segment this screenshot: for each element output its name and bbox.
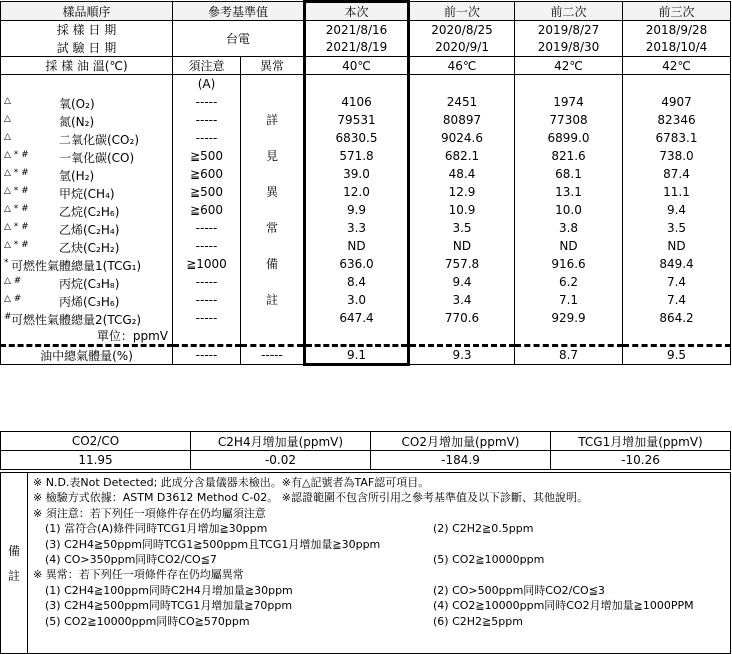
gas-name-cell	[1, 219, 173, 237]
gas-this: 9.9	[305, 201, 409, 219]
gas-row	[1, 147, 731, 165]
abnormal-header: 異常	[241, 57, 305, 75]
gas-mark: △ * #	[4, 239, 29, 250]
gas-name-cell	[1, 237, 173, 255]
gas-prev1: 3.5	[409, 219, 515, 237]
gas-rows	[1, 93, 731, 327]
gas-prev2: 7.1	[515, 291, 623, 309]
gas-prev2: 10.0	[515, 201, 623, 219]
gas-row	[1, 111, 731, 129]
gas-prev3: ND	[623, 237, 731, 255]
test-date-prev1: 2020/9/1	[409, 39, 515, 57]
gas-prev2: 3.8	[515, 219, 623, 237]
gas-prev2: 77308	[515, 111, 623, 129]
gas-name-cell	[1, 201, 173, 219]
abnormal-side-note: 見	[241, 147, 305, 165]
gas-ref: ≧600	[173, 165, 241, 183]
abnormal-side-note: 備	[241, 255, 305, 273]
note-line-1: ※ N.D.表Not Detected; 此成分含量儀器未檢出。※有△記號者為TAF認可項目。	[33, 476, 430, 489]
header-this: 本次	[305, 2, 409, 21]
gas-mark: △ * #	[4, 185, 29, 196]
gas-name: 氮(N₂)	[59, 114, 95, 129]
gas-prev1: 770.6	[409, 309, 515, 327]
note-item	[433, 537, 727, 552]
total-gas-ref: -----	[173, 345, 241, 364]
abnormal-title: ※ 異常：若下列任一項條件存在仍均屬異常	[33, 568, 244, 582]
gas-ref: -----	[173, 291, 241, 309]
gas-prev1: 757.8	[409, 255, 515, 273]
gas-prev1: 80897	[409, 111, 515, 129]
gas-ref: -----	[173, 309, 241, 327]
gas-name: 二氧化碳(CO₂)	[59, 132, 139, 147]
gas-ref: -----	[173, 273, 241, 291]
total-gas-prev1: 9.3	[409, 345, 515, 364]
gas-prev3: 738.0	[623, 147, 731, 165]
gas-ref: -----	[173, 237, 241, 255]
gas-name-cell	[1, 291, 173, 309]
gas-prev2: 821.6	[515, 147, 623, 165]
gas-name: 乙炔(C₂H₂)	[59, 240, 120, 255]
note-item: (5) CO2≧10000ppm同時CO≧570ppm	[45, 614, 250, 628]
summary-header-co2: CO2月增加量(ppmV)	[371, 432, 551, 451]
gas-prev3: 864.2	[623, 309, 731, 327]
note-item-row	[33, 598, 727, 613]
note-item: (5) CO2≧10000ppm	[433, 553, 545, 567]
total-gas-this: 9.1	[305, 345, 409, 364]
caution-marker-row	[1, 75, 731, 93]
gas-prev3: 9.4	[623, 201, 731, 219]
gas-prev2: 6899.0	[515, 129, 623, 147]
header-reference: 參考基準值	[173, 2, 305, 21]
notes-body	[33, 475, 727, 629]
gas-prev3: 7.4	[623, 291, 731, 309]
oil-temp-prev1: 46℃	[409, 57, 515, 75]
note-item: (1) 當符合(A)條件同時TCG1月增加≧30ppm	[45, 522, 268, 536]
gas-name: 丙烷(C₃H₈)	[59, 276, 120, 291]
gas-prev3: 4907	[623, 93, 731, 111]
gas-mark: △ * #	[4, 149, 29, 160]
gas-name: 可燃性氣體總量1(TCG₁)	[11, 258, 142, 273]
notes-side-char-1: 備	[7, 544, 20, 558]
gas-this: 6830.5	[305, 129, 409, 147]
sample-date-prev1: 2020/8/25	[409, 21, 515, 39]
gas-this: 12.0	[305, 183, 409, 201]
note-item-row	[33, 614, 727, 629]
summary-value-co2: -184.9	[371, 451, 551, 470]
gas-name-cell	[1, 147, 173, 165]
abnormal-side-note	[241, 129, 305, 147]
gas-name: 氧(O₂)	[59, 96, 95, 111]
gas-name-cell	[1, 273, 173, 291]
gas-name: 可燃性氣體總量2(TCG₂)	[11, 312, 142, 327]
note-item: (3) C2H4≧50ppm同時TCG1≧500ppm且TCG1月增加量≧30ppm	[45, 537, 381, 551]
gas-prev3: 11.1	[623, 183, 731, 201]
gas-name: 甲烷(CH₄)	[59, 186, 115, 201]
sample-date-this: 2021/8/16	[305, 21, 409, 39]
gas-prev1: ND	[409, 237, 515, 255]
abnormal-list	[33, 583, 727, 629]
gas-row	[1, 291, 731, 309]
gas-row	[1, 129, 731, 147]
gas-prev1: 9024.6	[409, 129, 515, 147]
unit-label: 單位：ppmV	[1, 327, 173, 346]
gas-this: 3.3	[305, 219, 409, 237]
gas-name-cell	[1, 165, 173, 183]
gas-mark: △ * #	[4, 167, 29, 178]
oil-temp-prev3: 42℃	[623, 57, 731, 75]
gas-prev1: 10.9	[409, 201, 515, 219]
note-item: (4) CO2≧10000ppm同時CO2月增加量≧1000PPM	[433, 599, 694, 613]
note-item: (4) CO>350ppm同時CO2/CO≦7	[45, 553, 217, 567]
header-prev3: 前三次	[623, 2, 731, 21]
gas-prev3: 6783.1	[623, 129, 731, 147]
gas-prev1: 2451	[409, 93, 515, 111]
abnormal-side-note	[241, 273, 305, 291]
gas-mark: #	[4, 311, 12, 322]
gas-prev3: 87.4	[623, 165, 731, 183]
gas-name-cell	[1, 309, 173, 327]
gas-prev3: 3.5	[623, 219, 731, 237]
gas-this: 647.4	[305, 309, 409, 327]
gas-row	[1, 165, 731, 183]
sample-date-prev3: 2018/9/28	[623, 21, 731, 39]
caution-list	[33, 521, 727, 567]
abnormal-side-note: 常	[241, 219, 305, 237]
gas-row	[1, 201, 731, 219]
gas-ref: -----	[173, 111, 241, 129]
header-prev1: 前一次	[409, 2, 515, 21]
note-item: (6) C2H2≧5ppm	[433, 614, 523, 628]
note-item-row	[33, 552, 727, 567]
oil-temp-this: 40℃	[305, 57, 409, 75]
total-gas-row	[1, 345, 731, 364]
gas-name: 一氧化碳(CO)	[59, 150, 135, 165]
total-gas-abn: -----	[241, 345, 305, 364]
summary-value-co2-co: 11.95	[1, 451, 191, 470]
gas-ref: -----	[173, 219, 241, 237]
gas-name-cell	[1, 183, 173, 201]
gas-name: 乙烯(C₂H₄)	[59, 222, 120, 237]
note-item-row	[33, 537, 727, 552]
gas-mark: △ #	[4, 293, 22, 304]
test-date-prev3: 2018/10/4	[623, 39, 731, 57]
gas-name: 丙烯(C₃H₆)	[59, 294, 120, 309]
gas-ref: ≧500	[173, 147, 241, 165]
gas-prev2: 6.2	[515, 273, 623, 291]
gas-prev2: 929.9	[515, 309, 623, 327]
gas-prev1: 48.4	[409, 165, 515, 183]
note-item-row	[33, 521, 727, 536]
test-date-this: 2021/8/19	[305, 39, 409, 57]
gas-mark: △	[4, 95, 11, 106]
summary-header-co2-co: CO2/CO	[1, 432, 191, 451]
gas-row	[1, 183, 731, 201]
test-date-prev2: 2019/8/30	[515, 39, 623, 57]
note-line-2: ※ 檢驗方式依據：ASTM D3612 Method C-02。 ※認證範圍不包含所引用之參考基準值及以下診斷、其他說明。	[33, 491, 588, 505]
test-date-label: 試 驗 日 期	[1, 39, 173, 57]
abnormal-side-note	[241, 309, 305, 327]
gas-mark: *	[4, 257, 9, 268]
note-item: (2) C2H2≧0.5ppm	[433, 522, 534, 536]
note-item-row	[33, 583, 727, 598]
notes-side-char-2: 註	[7, 569, 20, 583]
summary-table	[0, 431, 731, 470]
gas-prev1: 12.9	[409, 183, 515, 201]
sample-date-label: 採 樣 日 期	[1, 21, 173, 39]
gas-prev2: 1974	[515, 93, 623, 111]
gas-this: 4106	[305, 93, 409, 111]
gas-ref: -----	[173, 93, 241, 111]
gas-mark: △ * #	[4, 203, 29, 214]
gas-this: 39.0	[305, 165, 409, 183]
note-item: (1) C2H4≧100ppm同時C2H4月增加量≧30ppm	[45, 583, 293, 597]
gas-name: 乙烷(C₂H₆)	[59, 204, 120, 219]
total-gas-label: 油中總氣體量(%)	[1, 345, 173, 364]
total-gas-prev2: 8.7	[515, 345, 623, 364]
gas-this: ND	[305, 237, 409, 255]
gas-this: 3.0	[305, 291, 409, 309]
notes-section	[0, 472, 731, 654]
gas-row	[1, 273, 731, 291]
test-date-row	[1, 39, 731, 57]
abnormal-side-note: 詳	[241, 111, 305, 129]
header-row	[1, 2, 731, 21]
abnormal-side-note: 異	[241, 183, 305, 201]
gas-prev2: 916.6	[515, 255, 623, 273]
sample-date-prev2: 2019/8/27	[515, 21, 623, 39]
gas-name-cell	[1, 93, 173, 111]
note-item: (2) CO>500ppm同時CO2/CO≦3	[433, 583, 605, 597]
gas-row	[1, 255, 731, 273]
gas-prev1: 3.4	[409, 291, 515, 309]
abnormal-side-note	[241, 165, 305, 183]
gas-mark: △	[4, 131, 11, 142]
gas-prev2: ND	[515, 237, 623, 255]
gas-ref: ≧600	[173, 201, 241, 219]
gas-this: 571.8	[305, 147, 409, 165]
oil-temp-prev2: 42℃	[515, 57, 623, 75]
note-line-3: ※ 須注意：若下列任一項條件存在仍均屬須注意	[33, 506, 266, 520]
header-sample-order: 樣品順序	[1, 2, 173, 21]
note-item: (3) C2H4≧500ppm同時TCG1月增加量≧70ppm	[45, 599, 293, 613]
oil-temp-row	[1, 57, 731, 75]
abnormal-side-note: 註	[241, 291, 305, 309]
gas-prev3: 7.4	[623, 273, 731, 291]
summary-header-c2h4: C2H4月增加量(ppmV)	[191, 432, 371, 451]
summary-value-c2h4: -0.02	[191, 451, 371, 470]
header-prev2: 前二次	[515, 2, 623, 21]
gas-row	[1, 237, 731, 255]
gas-mark: △ #	[4, 275, 22, 286]
gas-prev3: 82346	[623, 111, 731, 129]
total-gas-prev3: 9.5	[623, 345, 731, 364]
gas-prev3: 849.4	[623, 255, 731, 273]
gas-prev1: 682.1	[409, 147, 515, 165]
abnormal-side-note	[241, 237, 305, 255]
gas-this: 636.0	[305, 255, 409, 273]
sample-date-row	[1, 21, 731, 39]
caution-marker: (A)	[173, 75, 241, 93]
gas-name: 氫(H₂)	[59, 168, 95, 183]
abnormal-side-note	[241, 201, 305, 219]
gas-name-cell	[1, 255, 173, 273]
gas-this: 79531	[305, 111, 409, 129]
gas-mark: △ * #	[4, 221, 29, 232]
gas-prev2: 68.1	[515, 165, 623, 183]
gas-ref: ≧1000	[173, 255, 241, 273]
gas-row	[1, 309, 731, 327]
gas-prev1: 9.4	[409, 273, 515, 291]
gas-ref: ≧500	[173, 183, 241, 201]
gas-name-cell	[1, 129, 173, 147]
gas-row	[1, 93, 731, 111]
notes-side-label	[1, 473, 28, 653]
gas-name-cell	[1, 111, 173, 129]
gas-ref: -----	[173, 129, 241, 147]
gas-mark: △	[4, 113, 11, 124]
unit-row	[1, 327, 731, 346]
summary-value-tcg1: -10.26	[551, 451, 731, 470]
oil-temp-label: 採 樣 油 溫(℃)	[1, 57, 173, 75]
summary-header-tcg1: TCG1月增加量(ppmV)	[551, 432, 731, 451]
reference-company: 台電	[173, 21, 305, 57]
gas-prev2: 13.1	[515, 183, 623, 201]
caution-header: 須注意	[173, 57, 241, 75]
gas-this: 8.4	[305, 273, 409, 291]
gas-row	[1, 219, 731, 237]
abnormal-side-note	[241, 93, 305, 111]
